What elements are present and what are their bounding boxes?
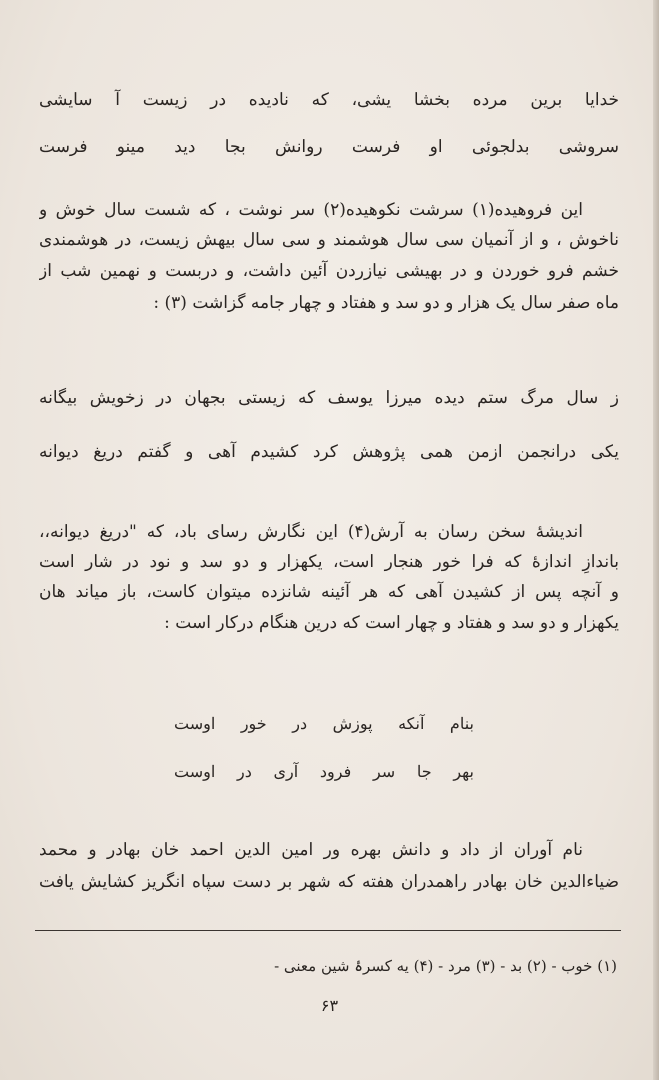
paragraph2-line-1: اندیشهٔ سخن رسان به آرش(۴) این نگارش رسای باد، که "دریغ دیوانه،، — [39, 522, 583, 542]
stanza2-line-2: یکی درانجمن ازمن همی پژوهش کرد کشیدم آهی و گفتم دریغ دیوانه — [39, 442, 619, 462]
paragraph1-line-4: ماه صفر سال یک هزار و دو سد و هفتاد و چهار جامه گزاشت (۳) : — [153, 293, 619, 313]
paragraph3-line-1: نام آوران از داد و دانش بهره ور امین الدین احمد خان بهادر و محمد — [39, 840, 583, 860]
paragraph1-line-1: این فروهیده(۱) سرشت نکوهیده(۲) سر نوشت ، که شست سال خوش و — [39, 200, 583, 220]
stanza1-line-2: سروشی بدلجوئی او فرست روانش بجا دید مینو فرست — [39, 137, 619, 157]
page-number: ۶۳ — [320, 996, 339, 1015]
verse-line-2: بهر جا سر فرود آری در اوست — [174, 762, 474, 781]
paragraph2-line-3: و آنچه پس از کشیدن آهی که هر آئینه شانزده میتوان کاست، باز میاند هان — [39, 582, 619, 602]
verse-line-1: بنام آنکه پوزش در خور اوست — [174, 714, 474, 733]
paragraph3-line-2: ضیاءالدین خان بهادر راهمدران هفته که شهر بر دست سپاه انگریز کشایش یافت — [39, 872, 619, 892]
page-edge-shadow — [653, 0, 659, 1080]
footnote: (۱) خوب - (۲) بد - (۳) مرد - (۴) یه کسرۂ شین معنی - — [274, 957, 617, 975]
stanza1-line-1: خدایا برین مرده بخشا یشی، که نادیده در زیست آ سایشی — [39, 90, 619, 110]
paragraph1-line-3: خشم فرو خوردن و در بهیشی نیازردن آئین داشت، و دربست و نهمین شب از — [39, 261, 619, 281]
paragraph1-line-2: ناخوش ، و از آنمیان سی سال هوشمند و سی سال بیهش زیست، در هوشمندی — [39, 230, 619, 250]
paragraph2-line-2: باندازِ اندازهٔ که فرا خور هنجار است، یکهزار و دو سد و نود در شار است — [39, 552, 619, 572]
stanza2-line-1: ز سال مرگ ستم دیده میرزا یوسف که زیستی بجهان در زخویش بیگانه — [39, 388, 619, 408]
footnote-divider — [35, 930, 621, 931]
paragraph2-line-4: یکهزار و دو سد و هفتاد و چهار است که درین هنگام درکار است : — [164, 613, 619, 633]
